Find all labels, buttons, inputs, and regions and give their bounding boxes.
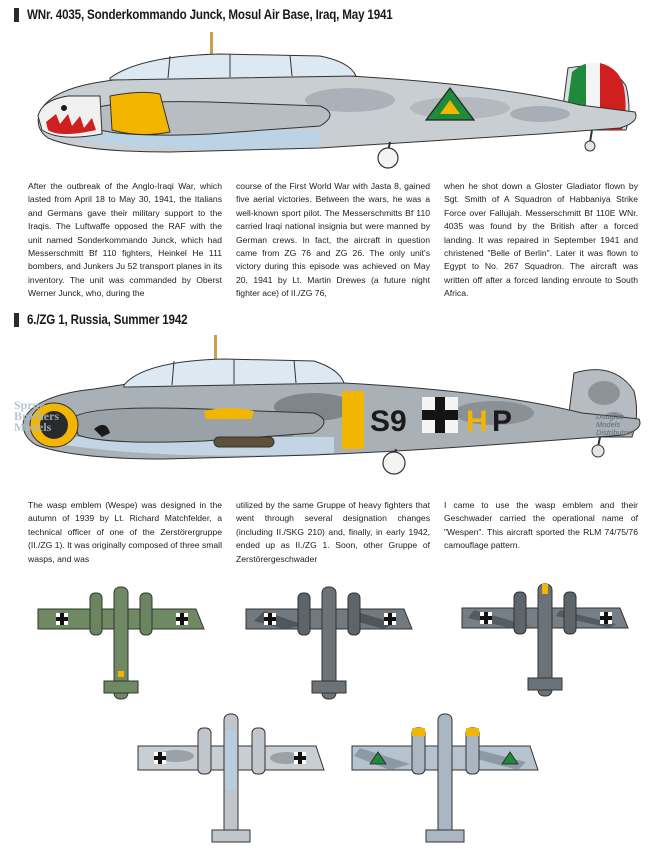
- watermark-line: Brothers: [14, 409, 60, 423]
- canopy-1: [110, 54, 356, 80]
- section1-text-col3: when he shot down a Gloster Gladiator flown by Sgt. Smith of A Squadron of Habbaniya Strike Force over Fallujah. Messerschmitt Bf 110E WNr. 4035 was found by the British after a forced landing. It was repaired in September 1941 and christened "Belle of Berlin". Later it was flown to Egypt to No. 267 Squadron. The aircraft was written off after a forced landing enroute to South Africa.: [444, 181, 638, 299]
- underbelly-gun-pod: [214, 437, 274, 447]
- section2-text-col1: The wasp emblem (Wespe) was designed in the autumn of 1939 by Lt. Richard Matchfelder, a technical officer of one of the Zerstörergruppe (II./ZG 1). It was originally composed of three small wasps, and was: [28, 500, 222, 564]
- section2-text-col3: I came to use the wasp emblem and their Geschwader carried the operational name of "Wespen". This aircraft sported the RLM 74/75/76 camouflage pattern.: [444, 500, 638, 551]
- tail-wheel-1: [585, 141, 595, 151]
- header-marker: [14, 313, 19, 327]
- section1-text-col2: course of the First World War with Jasta 8, gained five aerial victories. Between the wars, he was a well-known sport pilot. The Messerschmitts Bf 110 carried Iraqi national insignia but were manned by German crews. In fact, the aircraft in question came from ZG 76 and ZG 26. The only unit's victory during this episode was achieved on May 20, 1941 by Lt. Martin Drewes (a future night fighter ace) of II./ZG 76,: [236, 181, 430, 299]
- mottle-c: [510, 106, 570, 122]
- yellow-cowling-1: [110, 92, 170, 134]
- section1-text-col1: After the outbreak of the Anglo-Iraqi War, which lasted from April 18 to May 30, 1941, the Italians and Germans gave their military support to the Iraqis. The Luftwaffe opposed the RAF with the unit named Sonderkommando Junck, which had Messerschmitt Bf 110 fighters, Heinkel He 111 bombers, and Junkers Ju 52 transport planes in its inventory. The unit was commanded by Oberst Werner Junck, who, during the: [28, 181, 222, 299]
- watermark-sprue-brothers: [14, 400, 59, 433]
- code-letter-p: P: [492, 405, 513, 438]
- section2-header: [14, 312, 214, 327]
- section1-title: WNr. 4035, Sonderkommando Junck, Mosul Air Base, Iraq, May 1941: [27, 7, 393, 22]
- watermark-line: Models: [596, 420, 621, 429]
- yellow-nacelle-band: [204, 408, 254, 419]
- shark-eye: [61, 105, 67, 111]
- code-letter-h: H: [466, 405, 488, 438]
- planform-top-view-1: [36, 585, 206, 705]
- main-wheel-1: [378, 148, 398, 168]
- watermark-line: Douglas: [596, 412, 624, 421]
- balkenkreuz-fuselage: [422, 397, 458, 433]
- planform-bottom-view-1: [136, 712, 326, 848]
- planform-bottom-view-2: [350, 712, 540, 848]
- section2-text-col2: utilized by the same Gruppe of heavy fighters that went through several designation changes (including II./SKG 210) and, finally, in early 1942, ended up as II./ZG 1. Soon, other Gruppe of Zerstörergeschwader: [236, 500, 430, 564]
- aircraft-profile-1: [20, 30, 645, 175]
- yellow-fuselage-band: [342, 391, 364, 449]
- section1-header: [14, 7, 452, 22]
- code-letters-left: S9: [370, 405, 407, 438]
- tail-wheel-2: [592, 445, 604, 457]
- section2-title: 6./ZG 1, Russia, Summer 1942: [27, 312, 188, 327]
- watermark-douglas-models: [596, 413, 634, 437]
- watermark-line: Models: [14, 420, 52, 434]
- header-marker: [14, 8, 19, 22]
- aircraft-profile-2: [14, 333, 654, 483]
- planform-top-view-2: [244, 585, 414, 705]
- watermark-line: Distributors: [596, 428, 634, 437]
- planform-top-view-3: [460, 582, 630, 702]
- watermark-line: Sprue: [14, 398, 45, 412]
- main-wheel-2: [383, 452, 405, 474]
